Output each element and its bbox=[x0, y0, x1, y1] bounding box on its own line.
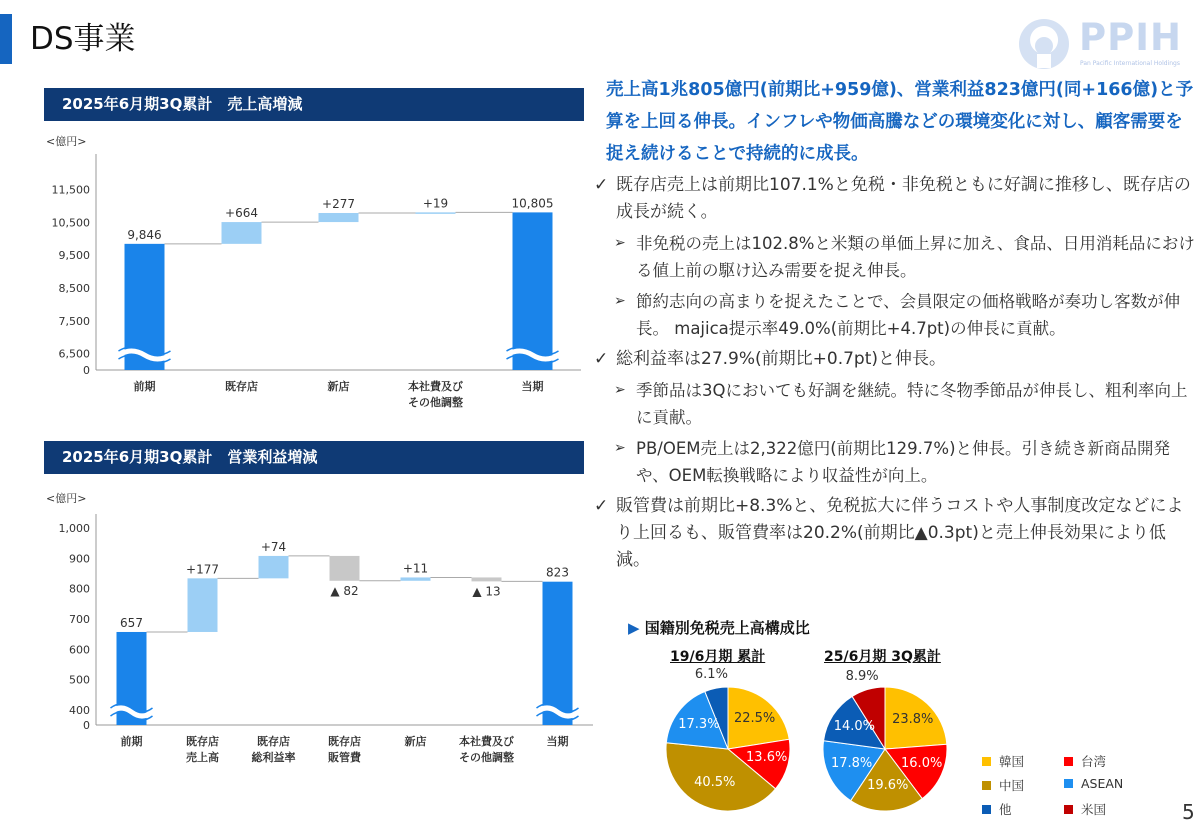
category-label: 前期 bbox=[120, 735, 143, 748]
bar-1 bbox=[188, 578, 218, 632]
value-label: +277 bbox=[322, 196, 355, 211]
pie-value-label: 6.1% bbox=[694, 667, 728, 683]
value-label: +19 bbox=[422, 196, 449, 211]
legend-label: 台湾 bbox=[1081, 754, 1107, 769]
legend-swatch bbox=[1064, 805, 1073, 814]
pie-value-label: 17.3% bbox=[678, 716, 720, 732]
arrow-bullet-icon: ➢ bbox=[614, 440, 626, 456]
pie-value-label: 22.5% bbox=[733, 710, 776, 726]
category-label: 本社費及び bbox=[459, 735, 514, 748]
value-label: +74 bbox=[260, 539, 287, 554]
pie-value-label: 19.6% bbox=[867, 778, 909, 794]
check-mark-icon: ✓ bbox=[594, 496, 609, 516]
check-mark-icon: ✓ bbox=[594, 175, 609, 195]
value-label: ▲ 82 bbox=[330, 583, 359, 598]
category-label: 既存店 bbox=[186, 735, 219, 748]
legend-label: ASEAN bbox=[1081, 776, 1124, 791]
arrow-bullet-icon: ➢ bbox=[614, 235, 626, 251]
legend-swatch bbox=[982, 757, 991, 766]
y-tick-label: 800 bbox=[69, 582, 90, 596]
legend-swatch bbox=[1064, 757, 1073, 766]
bar-2 bbox=[259, 556, 289, 578]
bullet-text: 総利益率は27.9%(前期比+0.7pt)と伸長。 bbox=[616, 349, 947, 369]
pie-value-label: 23.8% bbox=[892, 711, 934, 727]
pie-value-label: 40.5% bbox=[694, 775, 736, 791]
category-label: 既存店 bbox=[225, 380, 258, 393]
bullet-text: PB/OEM売上は2,322億円(前期比129.7%)と伸長。引き続き新商品開発や、OEM転換戦略により収益性が向上。 bbox=[636, 439, 1171, 485]
legend-item bbox=[982, 776, 1024, 794]
bullet-item bbox=[594, 346, 1196, 373]
category-label: 売上高 bbox=[186, 751, 219, 764]
value-label: 823 bbox=[546, 565, 569, 580]
value-label: +664 bbox=[225, 206, 258, 221]
y-tick-label: 7,500 bbox=[58, 314, 90, 328]
check-mark-icon: ✓ bbox=[594, 349, 609, 369]
pie-value-label: 13.6% bbox=[746, 750, 788, 766]
bullet-text: 季節品は3Qにおいても好調を継続。特に冬物季節品が伸長し、粗利率向上に貢献。 bbox=[636, 381, 1188, 427]
pie-value-label: 14.0% bbox=[833, 719, 875, 735]
y-tick-label: 10,500 bbox=[51, 216, 90, 230]
legend-item bbox=[1064, 752, 1106, 770]
value-label: 10,805 bbox=[511, 196, 554, 211]
sales-waterfall-chart bbox=[0, 140, 600, 430]
sales-chart-header: 2025年6月期3Q累計 売上高増減 bbox=[44, 88, 584, 121]
category-label: 当期 bbox=[521, 380, 544, 393]
value-label: +11 bbox=[402, 561, 429, 576]
pie-chart-2019 bbox=[663, 684, 793, 814]
sales-chart-unit: <億円> bbox=[46, 135, 87, 148]
value-label: 657 bbox=[120, 615, 143, 630]
category-label: 既存店 bbox=[328, 735, 361, 748]
company-logo bbox=[1016, 14, 1192, 74]
y-tick-label: 900 bbox=[69, 552, 90, 566]
legend-item bbox=[982, 800, 1012, 818]
category-label: 新店 bbox=[404, 735, 427, 748]
y-tick-label: 0 bbox=[83, 364, 90, 377]
bullet-text: 非免税の売上は102.8%と米類の単価上昇に加え、食品、日用消耗品における値上前の駆け込み需要を捉え伸長。 bbox=[636, 234, 1195, 280]
category-label: その他調整 bbox=[408, 396, 463, 409]
y-tick-label: 600 bbox=[69, 643, 90, 657]
page-title: DS事業 bbox=[30, 21, 136, 57]
legend-label: 米国 bbox=[1081, 802, 1107, 817]
profit-chart-unit: <億円> bbox=[46, 492, 87, 505]
bullet-item bbox=[594, 288, 1196, 342]
legend-item bbox=[1064, 800, 1106, 818]
bullet-text: 節約志向の高まりを捉えたことで、会員限定の価格戦略が奏功し客数が伸長。 majica提示率49.0%(前期比+4.7pt)の伸長に貢献。 bbox=[636, 292, 1181, 338]
legend-label: 他 bbox=[999, 802, 1012, 817]
y-tick-label: 0 bbox=[83, 719, 90, 732]
pie-chart-2025 bbox=[820, 684, 950, 814]
legend-swatch bbox=[1064, 779, 1073, 788]
category-label: 当期 bbox=[546, 735, 569, 748]
bullet-text: 販管費は前期比+8.3%と、免税拡大に伴うコストや人事制度改定などにより上回るも、販管費率は20.2%(前期比▲0.3pt)と売上伸長効果により低減。 bbox=[616, 496, 1184, 570]
y-tick-label: 700 bbox=[69, 612, 90, 626]
profit-waterfall-chart bbox=[0, 500, 600, 790]
category-label: 総利益率 bbox=[251, 751, 296, 764]
logo-subtitle: Pan Pacific International Holdings bbox=[1080, 60, 1180, 67]
arrow-bullet-icon: ➢ bbox=[614, 293, 626, 309]
value-label: +177 bbox=[186, 562, 219, 577]
category-label: 販管費 bbox=[328, 751, 361, 764]
headline: 売上高1兆805億円(前期比+959億)、営業利益823億円(同+166億)と予算を上回る伸長。インフレや物価高騰などの環境変化に対し、顧客需要を捉え続けることで持続的に成長。 bbox=[606, 80, 1194, 164]
y-tick-label: 6,500 bbox=[58, 347, 90, 361]
y-tick-label: 9,500 bbox=[58, 249, 90, 263]
pie-left-title: 19/6月期 累計 bbox=[670, 649, 766, 665]
bullet-item bbox=[594, 493, 1196, 574]
category-label: 既存店 bbox=[257, 735, 290, 748]
value-label: 9,846 bbox=[127, 227, 162, 242]
legend-item bbox=[982, 752, 1024, 770]
pie-value-label: 8.9% bbox=[845, 668, 879, 684]
bar-4 bbox=[401, 577, 431, 580]
bullet-list bbox=[594, 172, 1196, 578]
bullet-item bbox=[594, 230, 1196, 284]
value-label: ▲ 13 bbox=[472, 584, 501, 599]
bar-3 bbox=[330, 556, 360, 581]
bullet-item bbox=[594, 172, 1196, 226]
legend-swatch bbox=[982, 805, 991, 814]
pie-section-title bbox=[628, 617, 810, 638]
logo-mark-icon bbox=[1016, 14, 1076, 74]
triangle-right-icon: ▶ bbox=[628, 619, 640, 637]
pie-value-label: 17.8% bbox=[830, 755, 873, 771]
bar-1 bbox=[222, 222, 262, 244]
y-tick-label: 500 bbox=[69, 673, 90, 687]
logo-text: PPIH bbox=[1079, 16, 1182, 59]
category-label: その他調整 bbox=[459, 751, 514, 764]
bar-2 bbox=[319, 213, 359, 222]
bar-5 bbox=[472, 577, 502, 581]
category-label: 本社費及び bbox=[408, 380, 463, 393]
y-tick-label: 1,000 bbox=[58, 522, 90, 536]
title-accent-bar bbox=[0, 14, 12, 64]
legend-label: 中国 bbox=[999, 778, 1025, 793]
pie-right-title: 25/6月期 3Q累計 bbox=[824, 649, 941, 665]
bullet-item bbox=[594, 377, 1196, 431]
category-label: 新店 bbox=[327, 380, 350, 393]
pie-section-title-text: 国籍別免税売上高構成比 bbox=[644, 619, 810, 637]
y-tick-label: 8,500 bbox=[58, 282, 90, 295]
bullet-text: 既存店売上は前期比107.1%と免税・非免税ともに好調に推移し、既存店の成長が続く。 bbox=[616, 175, 1191, 222]
pie-value-label: 16.0% bbox=[901, 755, 943, 771]
profit-chart-header: 2025年6月期3Q累計 営業利益増減 bbox=[44, 441, 584, 474]
legend-label: 韓国 bbox=[999, 754, 1025, 769]
bullet-item bbox=[594, 435, 1196, 489]
legend-swatch bbox=[982, 781, 991, 790]
y-tick-label: 400 bbox=[69, 703, 90, 717]
legend-item bbox=[1064, 776, 1123, 791]
page-number: 5 bbox=[1182, 800, 1195, 824]
arrow-bullet-icon: ➢ bbox=[614, 382, 626, 398]
category-label: 前期 bbox=[133, 380, 156, 393]
y-tick-label: 11,500 bbox=[51, 183, 90, 197]
bar-3 bbox=[416, 212, 456, 214]
